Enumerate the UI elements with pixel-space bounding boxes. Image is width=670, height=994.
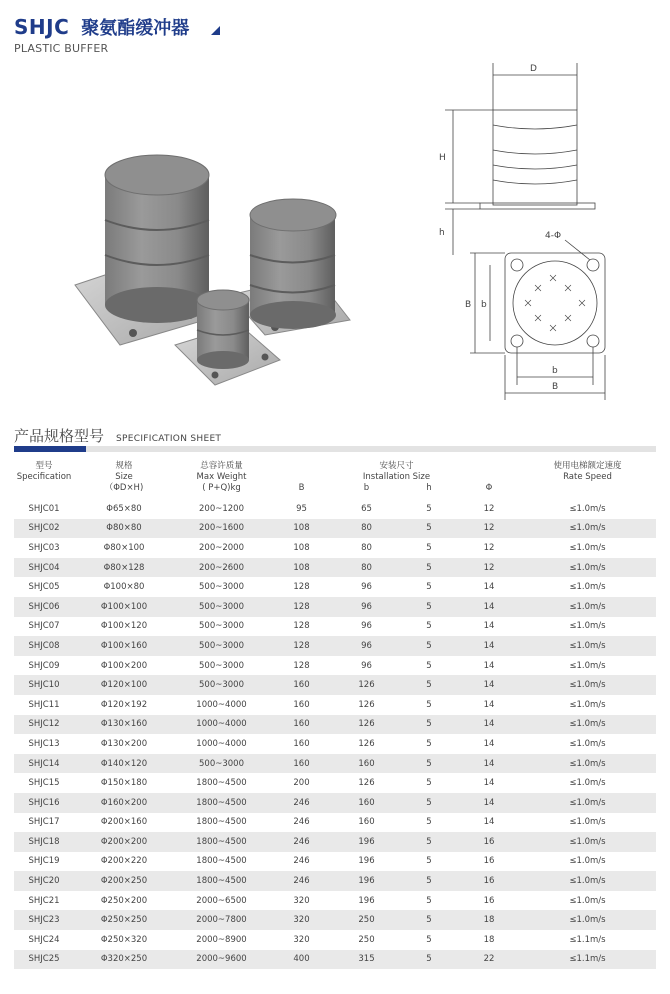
cell-speed: ≤1.0m/s [569, 699, 606, 710]
cell-b: 160 [334, 793, 399, 813]
table-row [14, 773, 656, 793]
header-install [334, 459, 459, 499]
cell-model: SHJC08 [14, 636, 74, 656]
cell-weight: 2000~6500 [196, 895, 247, 906]
cell-h: 5 [399, 715, 459, 735]
cell-b: 96 [361, 582, 372, 593]
cell-speed: ≤1.0m/s [569, 738, 606, 749]
cell-b: 65 [361, 503, 372, 514]
cell-weight: 500~3000 [174, 597, 269, 617]
cell-model: SHJC09 [28, 660, 60, 671]
dim-label-B-side: B [465, 300, 472, 310]
cell-phi: 14 [459, 754, 519, 774]
table-row [14, 558, 656, 578]
cell-size: Φ200×160 [100, 817, 148, 828]
cell-weight: 500~3000 [174, 636, 269, 656]
cell-model: SHJC06 [14, 597, 74, 617]
title-row [14, 14, 220, 40]
cell-weight: 2000~8900 [196, 934, 247, 945]
cell-B: 400 [269, 950, 334, 970]
cell-model: SHJC10 [14, 675, 74, 695]
cell-speed: ≤1.0m/s [519, 910, 656, 930]
cell-B: 128 [269, 597, 334, 617]
cell-h: 5 [426, 934, 432, 945]
cell-weight: 2000~7800 [174, 910, 269, 930]
cell-phi: 12 [459, 519, 519, 539]
table-row [14, 675, 656, 695]
cell-speed: ≤1.0m/s [519, 675, 656, 695]
cell-phi: 14 [483, 817, 495, 828]
cell-b: 96 [361, 660, 372, 671]
cell-h: 5 [426, 895, 432, 906]
cell-speed: ≤1.0m/s [519, 832, 656, 852]
cell-b: 160 [358, 817, 375, 828]
table-row [14, 499, 656, 519]
cell-b: 250 [358, 934, 375, 945]
cell-B: 128 [269, 636, 334, 656]
dim-label-H: H [439, 153, 446, 163]
table-header-row [14, 459, 656, 499]
cell-h: 5 [426, 660, 432, 671]
cell-b: 80 [361, 542, 372, 553]
cell-B: 246 [293, 817, 310, 828]
cell-model: SHJC02 [14, 519, 74, 539]
cell-phi: 14 [459, 793, 519, 813]
cell-model: SHJC07 [28, 621, 60, 632]
cell-b: 126 [358, 738, 375, 749]
cell-B: 108 [293, 542, 310, 553]
cell-phi: 12 [483, 503, 495, 514]
cell-h: 5 [399, 793, 459, 813]
cell-b: 126 [334, 675, 399, 695]
cell-speed: ≤1.0m/s [569, 895, 606, 906]
table-row [14, 519, 656, 539]
cell-b: 160 [334, 754, 399, 774]
cell-model: SHJC04 [14, 558, 74, 578]
dim-label-B-bottom: B [552, 382, 559, 392]
spec-heading [14, 425, 221, 446]
cell-B: 320 [293, 895, 310, 906]
cell-weight: 1000~4000 [174, 715, 269, 735]
cell-phi: 14 [483, 582, 495, 593]
cell-speed: ≤1.0m/s [519, 715, 656, 735]
cell-h: 5 [426, 621, 432, 632]
header-b-label: b [363, 483, 370, 493]
table-row [14, 910, 656, 930]
header-size-en: Size [115, 472, 133, 482]
cell-phi: 12 [459, 558, 519, 578]
cell-b: 96 [334, 636, 399, 656]
cell-phi: 14 [459, 636, 519, 656]
cell-speed: ≤1.1m/s [569, 934, 606, 945]
cell-weight: 1000~4000 [196, 738, 247, 749]
cell-phi: 12 [483, 542, 495, 553]
cell-weight: 1800~4500 [196, 856, 247, 867]
dim-label-h: h [439, 228, 445, 238]
cell-model: SHJC12 [14, 715, 74, 735]
header-install-cn: 安装尺寸 [379, 461, 414, 471]
header-weight-unit: ( P+Q)kg [202, 483, 241, 493]
cell-size: Φ140×120 [74, 754, 174, 774]
cell-model: SHJC19 [28, 856, 60, 867]
cell-size: Φ130×200 [100, 738, 148, 749]
cell-phi: 22 [459, 950, 519, 970]
cell-model: SHJC24 [28, 934, 60, 945]
header-B [269, 459, 334, 499]
spec-title-en: SPECIFICATION SHEET [116, 434, 222, 444]
cell-model: SHJC20 [14, 871, 74, 891]
cell-weight: 500~3000 [199, 582, 244, 593]
cell-b: 315 [334, 950, 399, 970]
cell-b: 126 [334, 715, 399, 735]
cell-phi: 16 [459, 832, 519, 852]
table-row [14, 538, 656, 558]
cell-b: 196 [334, 832, 399, 852]
cell-h: 5 [399, 832, 459, 852]
cell-h: 5 [399, 519, 459, 539]
cell-weight: 500~3000 [174, 754, 269, 774]
cell-model: SHJC13 [28, 738, 60, 749]
cell-size: Φ120×192 [100, 699, 148, 710]
cell-phi: 14 [459, 675, 519, 695]
cell-B: 108 [269, 558, 334, 578]
table-row [14, 715, 656, 735]
cell-speed: ≤1.1m/s [519, 950, 656, 970]
cell-weight: 1800~4500 [196, 778, 247, 789]
header-model-en: Specification [16, 472, 72, 482]
table-row [14, 597, 656, 617]
cell-model: SHJC23 [14, 910, 74, 930]
cell-b: 80 [334, 558, 399, 578]
cell-B: 246 [269, 871, 334, 891]
cell-h: 5 [399, 950, 459, 970]
table-row [14, 891, 656, 911]
product-code: SHJC [14, 15, 70, 39]
cell-weight: 200~2000 [199, 542, 244, 553]
cell-b: 196 [334, 871, 399, 891]
table-row [14, 695, 656, 715]
cell-model: SHJC18 [14, 832, 74, 852]
cell-size: Φ80×128 [74, 558, 174, 578]
cell-weight: 1800~4500 [174, 793, 269, 813]
spec-divider [14, 446, 656, 452]
dim-label-holes: 4-Φ [545, 231, 562, 241]
cell-weight: 1800~4500 [174, 871, 269, 891]
cell-h: 5 [426, 699, 432, 710]
cell-size: Φ250×200 [100, 895, 148, 906]
cell-size: Φ160×200 [74, 793, 174, 813]
cell-phi: 16 [483, 895, 495, 906]
cell-speed: ≤1.0m/s [519, 793, 656, 813]
cell-model: SHJC01 [28, 503, 60, 514]
spec-table-body [14, 499, 656, 969]
cell-weight: 200~2600 [174, 558, 269, 578]
product-subtitle: PLASTIC BUFFER [14, 42, 109, 55]
header-size [74, 459, 174, 499]
cell-b: 126 [358, 699, 375, 710]
dim-label-b-side: b [481, 300, 487, 310]
cell-B: 160 [269, 715, 334, 735]
cell-B: 246 [269, 832, 334, 852]
cell-phi: 14 [459, 597, 519, 617]
cell-weight: 500~3000 [199, 621, 244, 632]
cell-size: Φ120×100 [74, 675, 174, 695]
cell-size: Φ320×250 [74, 950, 174, 970]
cell-b: 196 [358, 895, 375, 906]
cell-size: Φ65×80 [106, 503, 142, 514]
cell-B: 320 [269, 910, 334, 930]
cell-speed: ≤1.0m/s [569, 660, 606, 671]
cell-phi: 14 [483, 660, 495, 671]
triangle-icon [211, 26, 220, 35]
header-size-cn: 规格 [115, 461, 133, 471]
cell-size: Φ200×250 [74, 871, 174, 891]
cell-speed: ≤1.0m/s [519, 558, 656, 578]
cell-phi: 14 [483, 778, 495, 789]
cell-speed: ≤1.0m/s [519, 597, 656, 617]
table-row [14, 617, 656, 637]
cell-B: 128 [293, 660, 310, 671]
cell-b: 126 [358, 778, 375, 789]
cell-b: 250 [334, 910, 399, 930]
cell-h: 5 [426, 542, 432, 553]
cell-h: 5 [399, 754, 459, 774]
cell-h: 5 [399, 910, 459, 930]
cell-size: Φ100×160 [74, 636, 174, 656]
cell-B: 246 [269, 793, 334, 813]
cell-B: 128 [293, 621, 310, 632]
cell-model: SHJC21 [28, 895, 60, 906]
table-row [14, 950, 656, 970]
table-row [14, 754, 656, 774]
header-install-en: Installation Size [362, 472, 431, 482]
cell-h: 5 [426, 582, 432, 593]
cell-size: Φ100×120 [100, 621, 148, 632]
header-speed-cn: 使用电梯额定速度 [553, 461, 622, 471]
cell-B: 160 [293, 738, 310, 749]
table-row [14, 930, 656, 950]
spec-table [14, 459, 656, 969]
cell-size: Φ130×160 [74, 715, 174, 735]
cell-phi: 14 [483, 699, 495, 710]
cell-size: Φ100×200 [100, 660, 148, 671]
cell-phi: 14 [483, 621, 495, 632]
header-phi-label: Φ [485, 483, 493, 493]
spec-title-cn: 产品规格型号 [14, 427, 105, 445]
cell-h: 5 [426, 778, 432, 789]
cell-speed: ≤1.0m/s [569, 856, 606, 867]
cell-speed: ≤1.0m/s [569, 582, 606, 593]
cell-h: 5 [399, 558, 459, 578]
cell-speed: ≤1.0m/s [519, 871, 656, 891]
dim-label-D: D [530, 64, 537, 74]
table-row [14, 793, 656, 813]
cell-weight: 200~1200 [199, 503, 244, 514]
cell-model: SHJC16 [14, 793, 74, 813]
cell-h: 5 [426, 738, 432, 749]
table-row [14, 656, 656, 676]
cell-model: SHJC25 [14, 950, 74, 970]
product-photo [65, 145, 365, 395]
cell-size: Φ200×220 [100, 856, 148, 867]
cell-phi: 14 [483, 738, 495, 749]
table-row [14, 813, 656, 833]
technical-drawing [425, 55, 660, 415]
cell-size: Φ80×80 [74, 519, 174, 539]
cell-size: Φ100×80 [103, 582, 145, 593]
cell-weight: 1800~4500 [196, 817, 247, 828]
cell-model: SHJC11 [28, 699, 60, 710]
table-row [14, 832, 656, 852]
table-row [14, 636, 656, 656]
spec-divider-accent [14, 446, 86, 452]
cell-weight: 2000~9600 [174, 950, 269, 970]
cell-b: 80 [334, 519, 399, 539]
cell-weight: 500~3000 [199, 660, 244, 671]
cell-B: 320 [293, 934, 310, 945]
cell-size: Φ100×100 [74, 597, 174, 617]
cell-phi: 14 [459, 715, 519, 735]
cell-b: 96 [334, 597, 399, 617]
table-row [14, 852, 656, 872]
dim-label-b-bottom: b [552, 366, 558, 376]
cell-B: 128 [293, 582, 310, 593]
cell-model: SHJC17 [28, 817, 60, 828]
large-buffer [75, 155, 209, 345]
cell-speed: ≤1.0m/s [569, 778, 606, 789]
cell-speed: ≤1.0m/s [569, 503, 606, 514]
table-row [14, 734, 656, 754]
cell-h: 5 [426, 856, 432, 867]
cell-speed: ≤1.0m/s [519, 519, 656, 539]
header-model-cn: 型号 [35, 461, 53, 471]
table-row [14, 871, 656, 891]
cell-weight: 1800~4500 [174, 832, 269, 852]
cell-phi: 18 [483, 934, 495, 945]
cell-weight: 1000~4000 [196, 699, 247, 710]
header-h-label: h [426, 483, 432, 493]
header-weight [174, 459, 269, 499]
cell-h: 5 [399, 871, 459, 891]
cell-size: Φ200×200 [74, 832, 174, 852]
cell-weight: 200~1600 [174, 519, 269, 539]
cell-model: SHJC15 [28, 778, 60, 789]
cell-speed: ≤1.0m/s [569, 817, 606, 828]
cell-B: 160 [293, 699, 310, 710]
cell-size: Φ250×250 [74, 910, 174, 930]
cell-speed: ≤1.0m/s [569, 621, 606, 632]
cell-B: 246 [293, 856, 310, 867]
cell-phi: 16 [459, 871, 519, 891]
cell-size: Φ150×180 [100, 778, 148, 789]
product-title-cn: 聚氨酯缓冲器 [81, 18, 190, 39]
cell-h: 5 [426, 503, 432, 514]
cell-size: Φ250×320 [100, 934, 148, 945]
cell-B: 160 [269, 675, 334, 695]
cell-size: Φ80×100 [103, 542, 145, 553]
cell-phi: 18 [459, 910, 519, 930]
header-speed-en: Rate Speed [563, 472, 612, 482]
cell-B: 108 [269, 519, 334, 539]
cell-model: SHJC05 [28, 582, 60, 593]
header-model [14, 459, 74, 499]
header-speed [519, 459, 656, 499]
cell-speed: ≤1.0m/s [519, 754, 656, 774]
cell-B: 95 [296, 503, 307, 514]
header-phi [459, 459, 519, 499]
header-weight-en: Max Weight [196, 472, 247, 482]
header-size-unit: （ΦD×H) [104, 483, 144, 493]
cell-h: 5 [426, 817, 432, 828]
cell-phi: 16 [483, 856, 495, 867]
cell-speed: ≤1.0m/s [519, 636, 656, 656]
cell-model: SHJC14 [14, 754, 74, 774]
cell-B: 200 [293, 778, 310, 789]
cell-h: 5 [399, 675, 459, 695]
cell-h: 5 [399, 636, 459, 656]
cell-model: SHJC03 [28, 542, 60, 553]
cell-b: 96 [361, 621, 372, 632]
cell-h: 5 [399, 597, 459, 617]
cell-weight: 500~3000 [174, 675, 269, 695]
cell-speed: ≤1.0m/s [569, 542, 606, 553]
cell-B: 160 [269, 754, 334, 774]
header-weight-cn: 总容许质量 [200, 461, 243, 471]
cell-b: 196 [358, 856, 375, 867]
header-B-label: B [298, 483, 305, 493]
table-row [14, 577, 656, 597]
